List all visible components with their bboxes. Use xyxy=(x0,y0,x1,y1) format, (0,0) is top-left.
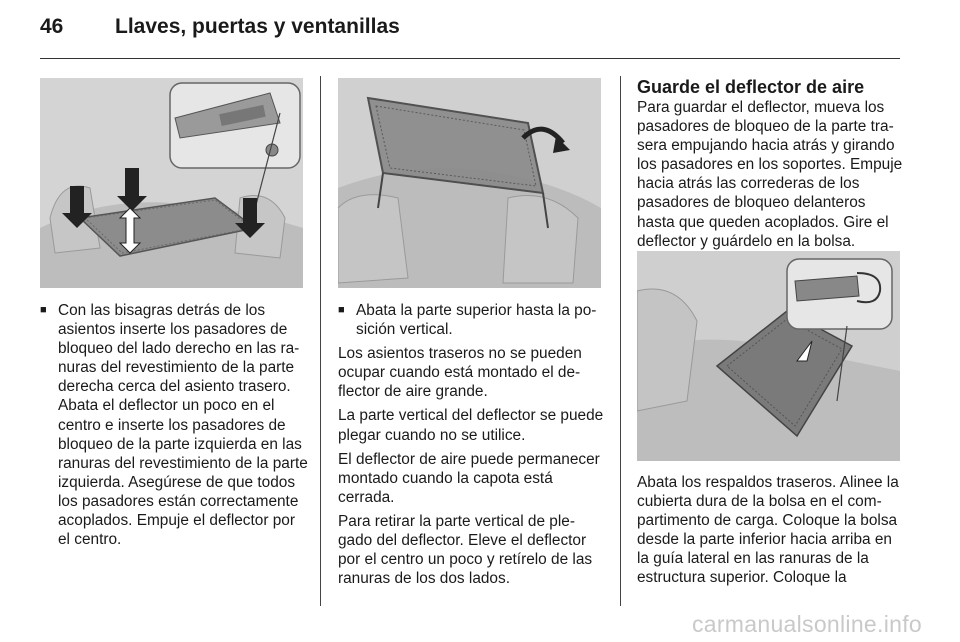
paragraph: Abata los respaldos traseros. Alinee la cubierta dura de la bolsa en el compartimento de carga. Coloque la bolsa desde la parte inferior hacia arriba en la guía lateral en las ranuras de la estructura superior. Coloque la xyxy=(637,474,899,587)
col2-text xyxy=(338,301,604,593)
paragraph: Los asientos traseros no se pueden ocupar cuando está montado el deflector de aire grande. xyxy=(338,345,582,401)
page-number: 46 xyxy=(40,15,64,38)
paragraph: Para retirar la parte vertical de plegado del deflector. Eleve el deflector por el centro un poco y retírelo de las ranuras de los dos lados. xyxy=(338,512,593,588)
header-rule xyxy=(40,58,900,59)
bullet-item xyxy=(40,301,308,549)
col3-text-after-figure xyxy=(637,473,905,593)
figure-deflector-install xyxy=(40,78,303,288)
column-divider-right xyxy=(620,76,621,606)
figure-deflector-vertical xyxy=(338,78,601,288)
section-heading: Guarde el deflector de aire xyxy=(637,77,865,97)
paragraph: La parte vertical del deflector se puede plegar cuando no se utilice. xyxy=(338,407,604,444)
col3-heading-block xyxy=(637,77,905,256)
figure-deflector-bag xyxy=(637,251,900,461)
bullet-mark: ■ xyxy=(40,304,47,316)
bullet-mark: ■ xyxy=(338,304,345,316)
bullet-item xyxy=(338,301,604,339)
paragraph: Para guardar el deflector, mueva los pasadores de bloqueo de la parte trasera empujando hacia atrás y girando los pasadores en los soportes. Empuje hacia atrás las correderas de los pasadores de bloqueo delanteros hasta que queden acoplados. Gire el deflector y guárdelo en la bolsa. xyxy=(637,99,903,250)
bullet-text: Abata la parte superior hasta la posición vertical. xyxy=(356,302,597,339)
paragraph: El deflector de aire puede permanecer montado cuando la capota está cerrada. xyxy=(338,450,600,506)
column-divider-left xyxy=(320,76,321,606)
bullet-text: Con las bisagras detrás de los asientos inserte los pasadores de bloqueo del lado derecho en las ranuras del revestimiento de la parte derecha cerca del asiento trasero. Abata el deflector un poco en el centro e inserte los pasadores de bloqueo de la parte izquierda en las ranuras del revestimiento de la parte izquierda. Asegúrese de que todos los pasadores están correctamente acoplados. Empuje el deflector por el centro. xyxy=(58,302,308,549)
page-header-title: Llaves, puertas y ventanillas xyxy=(115,15,400,38)
watermark: carmanualsonline.info xyxy=(691,611,922,637)
col1-text xyxy=(40,301,308,549)
